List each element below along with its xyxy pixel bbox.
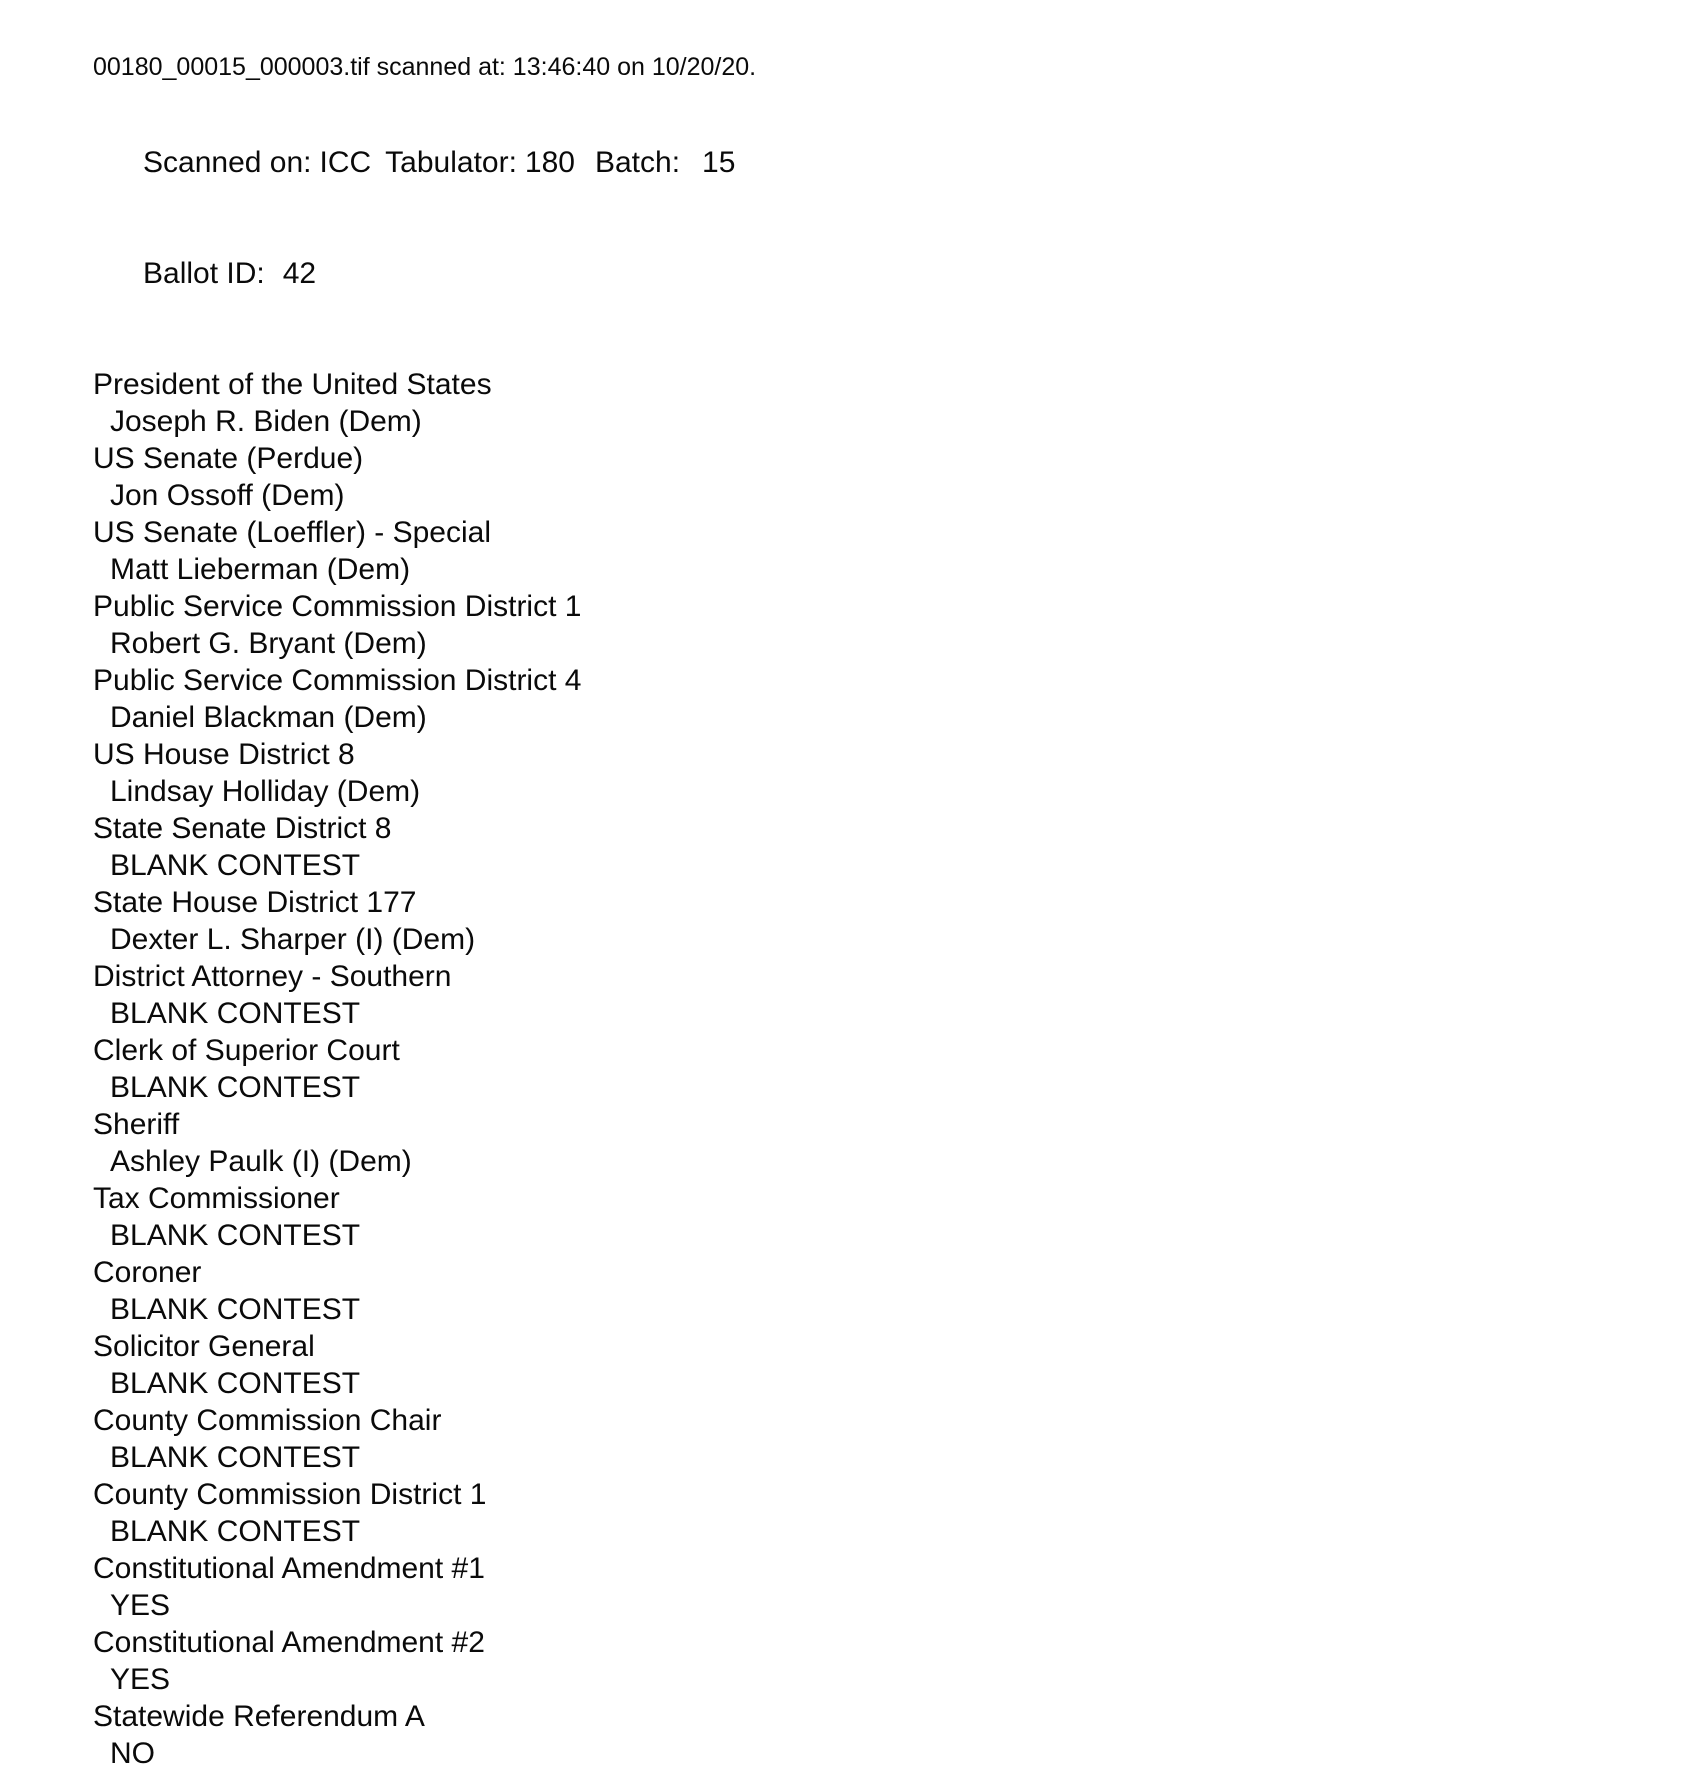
contest-row bbox=[93, 1624, 1668, 1698]
batch-label: Batch: bbox=[594, 146, 681, 179]
contest-title: Solicitor General bbox=[93, 1330, 315, 1363]
contest-row bbox=[93, 884, 1668, 958]
contest-title: Tax Commissioner bbox=[93, 1182, 340, 1215]
contest-selection: Lindsay Holliday (Dem) bbox=[110, 775, 421, 808]
ballot-id-label: Ballot ID: bbox=[143, 257, 265, 290]
contest-title: Constitutional Amendment #2 bbox=[93, 1626, 485, 1659]
contest-row bbox=[93, 1328, 1668, 1402]
contest-row bbox=[93, 1476, 1668, 1550]
contest-selection: NO bbox=[110, 1737, 155, 1770]
contest-selection: YES bbox=[110, 1589, 171, 1622]
contest-row bbox=[93, 1032, 1668, 1106]
contest-title: State House District 177 bbox=[93, 886, 417, 919]
contest-selection: Robert G. Bryant (Dem) bbox=[110, 627, 427, 660]
contest-row bbox=[93, 366, 1668, 440]
ballot-id-value: 42 bbox=[282, 257, 317, 290]
contest-row bbox=[93, 514, 1668, 588]
contest-selection: Jon Ossoff (Dem) bbox=[110, 479, 345, 512]
ballot-id-line bbox=[93, 218, 1668, 329]
contest-selection: BLANK CONTEST bbox=[110, 1071, 361, 1104]
contest-selection: BLANK CONTEST bbox=[110, 1293, 361, 1326]
contest-title: Constitutional Amendment #1 bbox=[93, 1552, 485, 1585]
contest-row bbox=[93, 440, 1668, 514]
contest-selection: Joseph R. Biden (Dem) bbox=[110, 405, 422, 438]
contest-selection: BLANK CONTEST bbox=[110, 997, 361, 1030]
scanned-on-label: Scanned on: bbox=[143, 146, 312, 179]
contest-title: Clerk of Superior Court bbox=[93, 1034, 400, 1067]
contest-title: President of the United States bbox=[93, 368, 492, 401]
contest-row bbox=[93, 588, 1668, 662]
scan-filename-line: 00180_00015_000003.tif scanned at: 13:46:40 on 10/20/20. bbox=[93, 53, 757, 81]
contest-selection: BLANK CONTEST bbox=[110, 1219, 361, 1252]
contest-title: US Senate (Loeffler) - Special bbox=[93, 516, 491, 549]
contest-list bbox=[93, 366, 1668, 1772]
contest-row bbox=[93, 1550, 1668, 1624]
contest-title: Statewide Referendum A bbox=[93, 1700, 425, 1733]
contest-selection: Ashley Paulk (I) (Dem) bbox=[110, 1145, 412, 1178]
contest-row bbox=[93, 1254, 1668, 1328]
contest-selection: Daniel Blackman (Dem) bbox=[110, 701, 427, 734]
contest-title: District Attorney - Southern bbox=[93, 960, 452, 993]
contest-row bbox=[93, 1402, 1668, 1476]
contest-selection: BLANK CONTEST bbox=[110, 1367, 361, 1400]
contest-row bbox=[93, 958, 1668, 1032]
contest-title: Public Service Commission District 4 bbox=[93, 664, 582, 697]
contest-row bbox=[93, 1180, 1668, 1254]
contest-selection: YES bbox=[110, 1663, 171, 1696]
contest-title: State Senate District 8 bbox=[93, 812, 392, 845]
contest-title: Sheriff bbox=[93, 1108, 180, 1141]
contest-row bbox=[93, 1106, 1668, 1180]
contest-row bbox=[93, 662, 1668, 736]
contest-row bbox=[93, 1698, 1668, 1772]
contest-title: Public Service Commission District 1 bbox=[93, 590, 582, 623]
contest-selection: BLANK CONTEST bbox=[110, 1515, 361, 1548]
contest-selection: BLANK CONTEST bbox=[110, 1441, 361, 1474]
tabulator-label: Tabulator: bbox=[385, 146, 517, 179]
batch-value: 15 bbox=[702, 146, 736, 179]
contest-title: US Senate (Perdue) bbox=[93, 442, 364, 475]
contest-selection: Dexter L. Sharper (I) (Dem) bbox=[110, 923, 476, 956]
scanned-on-value: ICC bbox=[319, 146, 372, 179]
contest-selection: BLANK CONTEST bbox=[110, 849, 361, 882]
contest-title: Coroner bbox=[93, 1256, 202, 1289]
contest-row bbox=[93, 736, 1668, 810]
contest-title: US House District 8 bbox=[93, 738, 355, 771]
contest-title: County Commission District 1 bbox=[93, 1478, 487, 1511]
tabulator-value: 180 bbox=[524, 146, 575, 179]
contest-selection: Matt Lieberman (Dem) bbox=[110, 553, 411, 586]
contest-title: County Commission Chair bbox=[93, 1404, 442, 1437]
scan-info-line bbox=[93, 107, 1668, 218]
contest-row bbox=[93, 810, 1668, 884]
